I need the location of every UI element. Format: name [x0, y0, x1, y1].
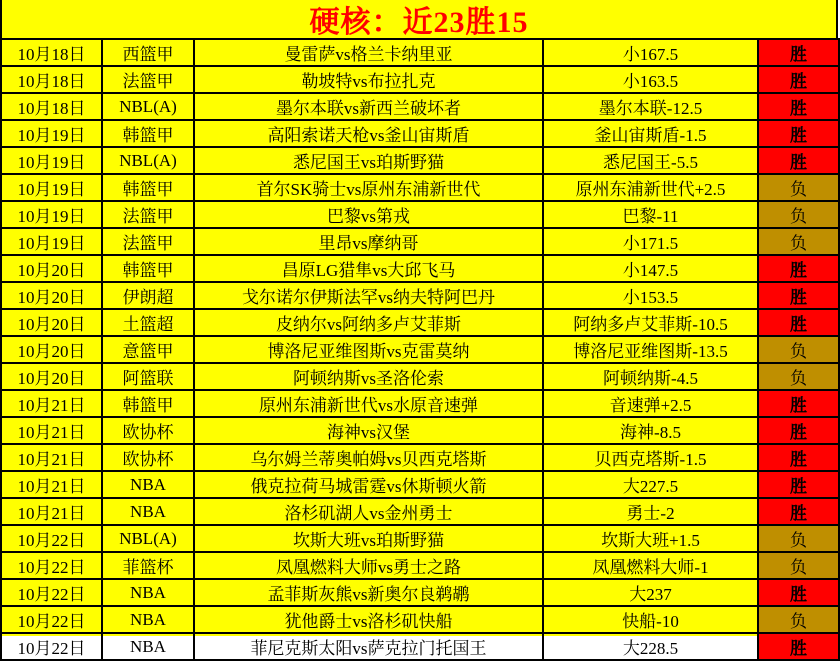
date-cell: 10月22日: [1, 633, 102, 660]
matchup-cell: 曼雷萨vs格兰卡纳里亚: [194, 39, 543, 66]
table-row: [1, 255, 839, 282]
line-cell: 巴黎-11: [543, 201, 758, 228]
line-cell: 大228.5: [543, 633, 758, 660]
result-cell: 胜: [758, 66, 839, 93]
matchup-cell: 凤凰燃料大师vs勇士之路: [194, 552, 543, 579]
table-row: [1, 93, 839, 120]
table-row: [1, 363, 839, 390]
date-cell: 10月21日: [1, 390, 102, 417]
date-cell: 10月22日: [1, 579, 102, 606]
results-table: [0, 38, 840, 661]
table-row: [1, 174, 839, 201]
league-cell: 阿篮联: [102, 363, 194, 390]
result-cell: 胜: [758, 120, 839, 147]
date-cell: 10月18日: [1, 39, 102, 66]
matchup-cell: 勒坡特vs布拉扎克: [194, 66, 543, 93]
line-cell: 墨尔本联-12.5: [543, 93, 758, 120]
matchup-cell: 孟菲斯灰熊vs新奥尔良鹈鹕: [194, 579, 543, 606]
matchup-cell: 犹他爵士vs洛杉矶快船: [194, 606, 543, 633]
matchup-cell: 海神vs汉堡: [194, 417, 543, 444]
result-cell: 胜: [758, 255, 839, 282]
league-cell: 韩篮甲: [102, 255, 194, 282]
line-cell: 阿纳多卢艾菲斯-10.5: [543, 309, 758, 336]
result-cell: 胜: [758, 444, 839, 471]
line-cell: 悉尼国王-5.5: [543, 147, 758, 174]
result-cell: 胜: [758, 390, 839, 417]
result-cell: 胜: [758, 579, 839, 606]
league-cell: 土篮超: [102, 309, 194, 336]
line-cell: 小163.5: [543, 66, 758, 93]
date-cell: 10月19日: [1, 201, 102, 228]
result-cell: 胜: [758, 309, 839, 336]
result-cell: 负: [758, 336, 839, 363]
line-cell: 原州东浦新世代+2.5: [543, 174, 758, 201]
table-row: [1, 552, 839, 579]
date-cell: 10月21日: [1, 471, 102, 498]
league-cell: 韩篮甲: [102, 120, 194, 147]
matchup-cell: 皮纳尔vs阿纳多卢艾菲斯: [194, 309, 543, 336]
line-cell: 大227.5: [543, 471, 758, 498]
result-cell: 胜: [758, 417, 839, 444]
line-cell: 阿顿纳斯-4.5: [543, 363, 758, 390]
result-cell: 负: [758, 525, 839, 552]
result-cell: 负: [758, 363, 839, 390]
line-cell: 坎斯大班+1.5: [543, 525, 758, 552]
league-cell: NBA: [102, 471, 194, 498]
league-cell: NBL(A): [102, 525, 194, 552]
matchup-cell: 菲尼克斯太阳vs萨克拉门托国王: [194, 633, 543, 660]
matchup-cell: 乌尔姆兰蒂奥帕姆vs贝西克塔斯: [194, 444, 543, 471]
date-cell: 10月18日: [1, 93, 102, 120]
matchup-cell: 高阳索诺天枪vs釜山宙斯盾: [194, 120, 543, 147]
matchup-cell: 戈尔诺尔伊斯法罕vs纳夫特阿巴丹: [194, 282, 543, 309]
date-cell: 10月20日: [1, 255, 102, 282]
line-cell: 小147.5: [543, 255, 758, 282]
league-cell: NBA: [102, 498, 194, 525]
league-cell: NBA: [102, 633, 194, 660]
table-row: [1, 336, 839, 363]
table-row: [1, 228, 839, 255]
matchup-cell: 墨尔本联vs新西兰破坏者: [194, 93, 543, 120]
line-cell: 小167.5: [543, 39, 758, 66]
date-cell: 10月19日: [1, 147, 102, 174]
date-cell: 10月19日: [1, 228, 102, 255]
table-body: [1, 39, 839, 660]
matchup-cell: 俄克拉荷马城雷霆vs休斯顿火箭: [194, 471, 543, 498]
line-cell: 勇士-2: [543, 498, 758, 525]
league-cell: 韩篮甲: [102, 174, 194, 201]
table-row: [1, 66, 839, 93]
result-cell: 胜: [758, 39, 839, 66]
matchup-cell: 里昂vs摩纳哥: [194, 228, 543, 255]
date-cell: 10月19日: [1, 120, 102, 147]
table-row: [1, 390, 839, 417]
date-cell: 10月22日: [1, 552, 102, 579]
date-cell: 10月22日: [1, 525, 102, 552]
table-row: [1, 444, 839, 471]
league-cell: 法篮甲: [102, 201, 194, 228]
line-cell: 凤凰燃料大师-1: [543, 552, 758, 579]
line-cell: 音速弹+2.5: [543, 390, 758, 417]
table-row: [1, 498, 839, 525]
table-row: [1, 525, 839, 552]
matchup-cell: 原州东浦新世代vs水原音速弹: [194, 390, 543, 417]
matchup-cell: 洛杉矶湖人vs金州勇士: [194, 498, 543, 525]
league-cell: NBL(A): [102, 93, 194, 120]
line-cell: 快船-10: [543, 606, 758, 633]
table-row: [1, 39, 839, 66]
date-cell: 10月20日: [1, 363, 102, 390]
result-cell: 负: [758, 174, 839, 201]
matchup-cell: 昌原LG猎隼vs大邱飞马: [194, 255, 543, 282]
line-cell: 海神-8.5: [543, 417, 758, 444]
date-cell: 10月20日: [1, 309, 102, 336]
league-cell: 法篮甲: [102, 66, 194, 93]
result-cell: 负: [758, 552, 839, 579]
matchup-cell: 博洛尼亚维图斯vs克雷莫纳: [194, 336, 543, 363]
result-cell: 胜: [758, 498, 839, 525]
date-cell: 10月22日: [1, 606, 102, 633]
matchup-cell: 首尔SK骑士vs原州东浦新世代: [194, 174, 543, 201]
table-row: [1, 120, 839, 147]
table-row: [1, 471, 839, 498]
result-cell: 负: [758, 228, 839, 255]
table-row: [1, 147, 839, 174]
league-cell: 法篮甲: [102, 228, 194, 255]
league-cell: 西篮甲: [102, 39, 194, 66]
table-row: [1, 579, 839, 606]
line-cell: 小153.5: [543, 282, 758, 309]
date-cell: 10月21日: [1, 444, 102, 471]
result-cell: 胜: [758, 633, 839, 660]
line-cell: 博洛尼亚维图斯-13.5: [543, 336, 758, 363]
matchup-cell: 悉尼国王vs珀斯野猫: [194, 147, 543, 174]
table-row: [1, 201, 839, 228]
date-cell: 10月20日: [1, 336, 102, 363]
line-cell: 大237: [543, 579, 758, 606]
line-cell: 釜山宙斯盾-1.5: [543, 120, 758, 147]
page-title: 硬核：近23胜15: [0, 0, 838, 38]
result-cell: 负: [758, 201, 839, 228]
league-cell: 韩篮甲: [102, 390, 194, 417]
league-cell: 意篮甲: [102, 336, 194, 363]
table-row: [1, 309, 839, 336]
result-cell: 胜: [758, 147, 839, 174]
date-cell: 10月19日: [1, 174, 102, 201]
result-cell: 胜: [758, 471, 839, 498]
league-cell: 欧协杯: [102, 444, 194, 471]
result-cell: 胜: [758, 93, 839, 120]
league-cell: 欧协杯: [102, 417, 194, 444]
league-cell: NBA: [102, 579, 194, 606]
matchup-cell: 巴黎vs第戎: [194, 201, 543, 228]
matchup-cell: 阿顿纳斯vs圣洛伦索: [194, 363, 543, 390]
line-cell: 贝西克塔斯-1.5: [543, 444, 758, 471]
date-cell: 10月21日: [1, 417, 102, 444]
table-row: [1, 606, 839, 633]
result-cell: 负: [758, 606, 839, 633]
league-cell: NBA: [102, 606, 194, 633]
line-cell: 小171.5: [543, 228, 758, 255]
league-cell: NBL(A): [102, 147, 194, 174]
date-cell: 10月20日: [1, 282, 102, 309]
matchup-cell: 坎斯大班vs珀斯野猫: [194, 525, 543, 552]
table-row: [1, 417, 839, 444]
league-cell: 菲篮杯: [102, 552, 194, 579]
date-cell: 10月18日: [1, 66, 102, 93]
table-row: [1, 633, 839, 660]
date-cell: 10月21日: [1, 498, 102, 525]
result-cell: 胜: [758, 282, 839, 309]
table-row: [1, 282, 839, 309]
league-cell: 伊朗超: [102, 282, 194, 309]
